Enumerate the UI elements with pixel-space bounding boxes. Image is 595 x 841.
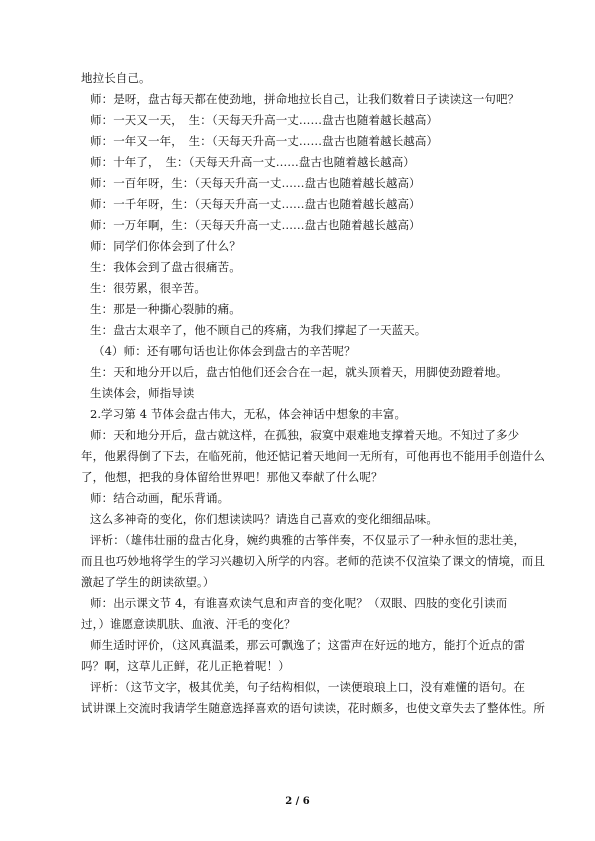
text-line: 师生适时评价，（这风真温柔，那云可飘逸了；这雷声在好远的地方，能打个近点的雷 (90, 638, 526, 652)
text-line: 地拉长自己。 (81, 71, 151, 85)
text-line: 生：我体会到了盘古很痛苦。 (90, 260, 241, 274)
text-line: 生：天和地分开以后，盘古怕他们还会合在一起，就头顶着天，用脚使劲蹬着地。 (90, 365, 508, 379)
text-line: 2.学习第 4 节体会盘古伟大，无私，体会神话中想象的丰富。 (90, 407, 407, 421)
text-line: 生：那是一种撕心裂肺的痛。 (90, 302, 241, 316)
page-number: 2 / 6 (285, 796, 310, 807)
text-line: 师：一万年啊，生：（天每天升高一丈……盘古也随着越长越高） (90, 218, 421, 232)
body-text (0, 68, 595, 719)
text-line: 生读体会，师指导读 (90, 386, 195, 400)
text-line: 而且也巧妙地将学生的学习兴趣切入所学的内容。老师的范读不仅渲染了课文的情境，而且 (81, 554, 545, 568)
text-line: 生：很劳累，很辛苦。 (90, 281, 206, 295)
text-line: 师：十年了， 生：（天每天升高一丈……盘古也随着越长越高） (90, 155, 415, 169)
text-line: 评析：（这节文字，极其优美，句子结构相似，一读便琅琅上口，没有难懂的语句。在 (90, 680, 526, 694)
text-line: 试讲课上交流时我请学生随意选择喜欢的语句读读，花时颇多，也使文章失去了整体性。所 (81, 701, 545, 715)
text-line: 师：一天又一天， 生：（天每天升高一丈……盘古也随着越长越高） (90, 113, 439, 127)
text-line: 师：天和地分开后，盘古就这样，在孤独，寂寞中艰难地支撑着天地。不知过了多少 (90, 428, 520, 442)
text-line: 激起了学生的朗读欲望。） (81, 575, 215, 589)
text-line: 生：盘古太艰辛了，他不顾自己的疼痛，为我们撑起了一天蓝天。 (90, 323, 427, 337)
text-line: 师：是呀，盘古每天都在使劲地，拼命地拉长自己，让我们数着日子读读这一句吧？ (90, 92, 520, 106)
text-line: 师：结合动画，配乐背诵。 (90, 491, 230, 505)
text-line: 评析：（雄伟壮丽的盘古化身，婉约典雅的古筝伴奏，不仅显示了一种永恒的悲壮美， (90, 533, 526, 547)
text-line: 师：同学们你体会到了什么？ (90, 239, 241, 253)
text-line: 师：一百年呀，生：（天每天升高一丈……盘古也随着越长越高） (90, 176, 421, 190)
text-line: 年，他累得倒了下去，在临死前，他还惦记着天地间一无所有，可他再也不能用手创造什么 (81, 449, 545, 463)
text-line: 这么多神奇的变化，你们想读读吗？请选自己喜欢的变化细细品味。 (90, 512, 438, 526)
text-line: 了，他想，把我的身体留给世界吧！那他又奉献了什么呢？ (81, 470, 383, 484)
text-line: 师：出示课文节 4，有谁喜欢读气息和声音的变化呢？（双眼、四肢的变化引读而 (90, 596, 508, 610)
text-line: （4）师：还有哪句话也让你体会到盘古的辛苦呢？ (93, 344, 356, 358)
text-line: 师：一年又一年， 生：（天每天升高一丈……盘古也随着越长越高） (90, 134, 439, 148)
text-line: 过，）谁愿意读肌肤、血液、汗毛的变化？ (81, 617, 296, 631)
text-line: 吗？啊，这草儿正鲜，花儿正艳着呢！） (81, 659, 290, 673)
text-line: 师：一千年呀，生：（天每天升高一丈……盘古也随着越长越高） (90, 197, 421, 211)
